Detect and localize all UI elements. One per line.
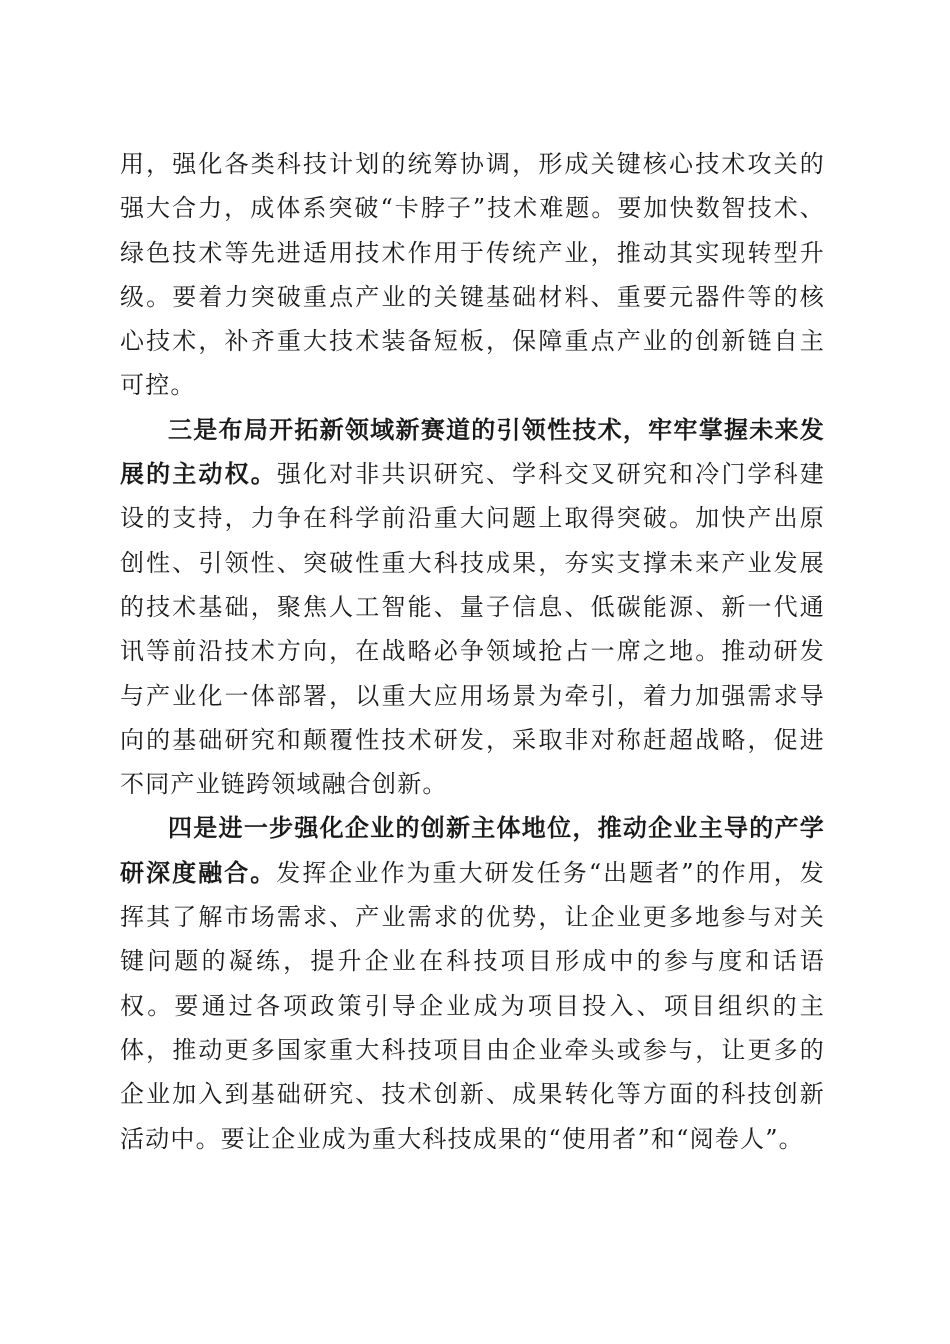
document-body — [120, 142, 825, 1161]
paragraph-heading: 四是进一步强化企业的创新主体地位，推动企业主导的产学研深度融合。 — [120, 813, 825, 887]
paragraph-point-three — [120, 408, 825, 807]
paragraph-continued — [120, 142, 825, 408]
paragraph-point-four — [120, 806, 825, 1160]
paragraph-body: 用，强化各类科技计划的统筹协调，形成关键核心技术攻关的强大合力，成体系突破“卡脖子”技术难题。要加快数智技术、绿色技术等先进适用技术作用于传统产业，推动其实现转型升级。要着力突破重点产业的关键基础材料、重要元器件等的核心技术，补齐重大技术装备短板，保障重点产业的创新链自主可控。 — [120, 150, 825, 400]
paragraph-heading: 三是布局开拓新领域新赛道的引领性技术，牢牢掌握未来发展的主动权。 — [120, 414, 825, 489]
paragraph-body: 发挥企业作为重大研发任务“出题者”的作用，发挥其了解市场需求、产业需求的优势，让企业更多地参与对关键问题的凝练，提升企业在科技项目形成中的参与度和话语权。要通过各项政策引导企业成为项目投入、项目组织的主体，推动更多国家重大科技项目由企业牵头或参与，让更多的企业加入到基础研究、技术创新、成果转化等方面的科技创新活动中。要让企业成为重大科技成果的“使用者”和“阅卷人”。 — [120, 858, 825, 1153]
paragraph-body: 强化对非共识研究、学科交叉研究和冷门学科建设的支持，力争在科学前沿重大问题上取得突破。加快产出原创性、引领性、突破性重大科技成果，夯实支撑未来产业发展的技术基础，聚焦人工智能、量子信息、低碳能源、新一代通讯等前沿技术方向，在战略必争领域抢占一席之地。推动研发与产业化一体部署，以重大应用场景为牵引，着力加强需求导向的基础研究和颠覆性技术研发，采取非对称赶超战略，促进不同产业链跨领域融合创新。 — [120, 460, 825, 799]
